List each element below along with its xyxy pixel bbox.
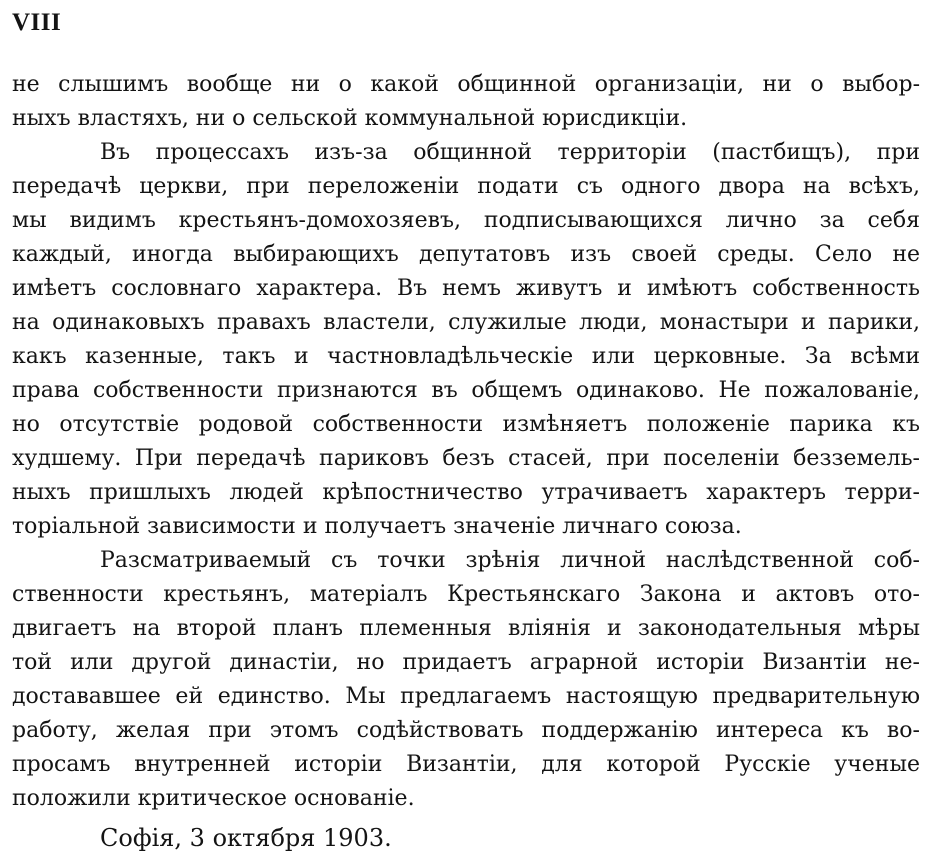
page-number: VIII xyxy=(12,9,62,36)
paragraph-2-line-8: права собственности признаются въ общемъ одинаково. Не пожалованіе, xyxy=(12,378,920,403)
paragraph-2-line-1: Въ процессахъ изъ-за общинной территоріи (пастбищъ), при xyxy=(100,140,920,165)
paragraph-1-line-2: ныхъ властяхъ, ни о сельской коммунальной юрисдикціи. xyxy=(12,106,688,131)
paragraph-2-line-12: торіальной зависимости и получаетъ значеніе личнаго союза. xyxy=(12,514,742,539)
paragraph-3-line-2: ственности крестьянъ, матеріалъ Крестьянскаго Закона и актовъ ото- xyxy=(12,582,920,607)
paragraph-2-line-4: каждый, иногда выбирающихъ депутатовъ изъ своей среды. Село не xyxy=(12,242,920,267)
paragraph-2-line-5: имѣетъ сословнаго характера. Въ немъ живутъ и имѣютъ собственность xyxy=(12,276,920,301)
paragraph-2-line-6: на одинаковыхъ правахъ властели, служилые люди, монастыри и парики, xyxy=(12,310,920,335)
paragraph-3-line-6: работу, желая при этомъ содѣйствовать поддержанію интереса къ во- xyxy=(12,718,920,743)
paragraph-3-line-5: достававшее ей единство. Мы предлагаемъ настоящую предварительную xyxy=(12,684,920,709)
paragraph-2-line-11: ныхъ пришлыхъ людей крѣпостничество утрачиваетъ характеръ терри- xyxy=(12,480,920,505)
paragraph-3-line-8: положили критическое основаніе. xyxy=(12,786,415,811)
paragraph-3-line-7: просамъ внутренней исторіи Византіи, для которой Русскіе ученые xyxy=(12,752,920,777)
paragraph-2-line-3: мы видимъ крестьянъ-домохозяевъ, подписывающихся лично за себя xyxy=(12,208,920,233)
signature-date: Софія, 3 октября 1903. xyxy=(100,824,392,852)
paragraph-2-line-9: но отсутствіе родовой собственности измѣняетъ положеніе парика къ xyxy=(12,412,920,437)
paragraph-3-line-4: той или другой династіи, но придаетъ аграрной исторіи Византіи не- xyxy=(12,650,920,675)
paragraph-2-line-7: какъ казенные, такъ и частновладѣльческіе или церковные. За всѣми xyxy=(12,344,920,369)
paragraph-2-line-2: передачѣ церкви, при переложеніи подати съ одного двора на всѣхъ, xyxy=(12,174,920,199)
paragraph-3-line-1: Разсматриваемый съ точки зрѣнія личной наслѣдственной соб- xyxy=(100,548,920,573)
paragraph-1-line-1: не слышимъ вообще ни о какой общинной организаціи, ни о выбор- xyxy=(12,72,920,97)
paragraph-2-line-10: худшему. При передачѣ париковъ безъ стасей, при поселеніи безземель- xyxy=(12,446,920,471)
paragraph-3-line-3: двигаетъ на второй планъ племенныя вліянія и законодательныя мѣры xyxy=(12,616,920,641)
